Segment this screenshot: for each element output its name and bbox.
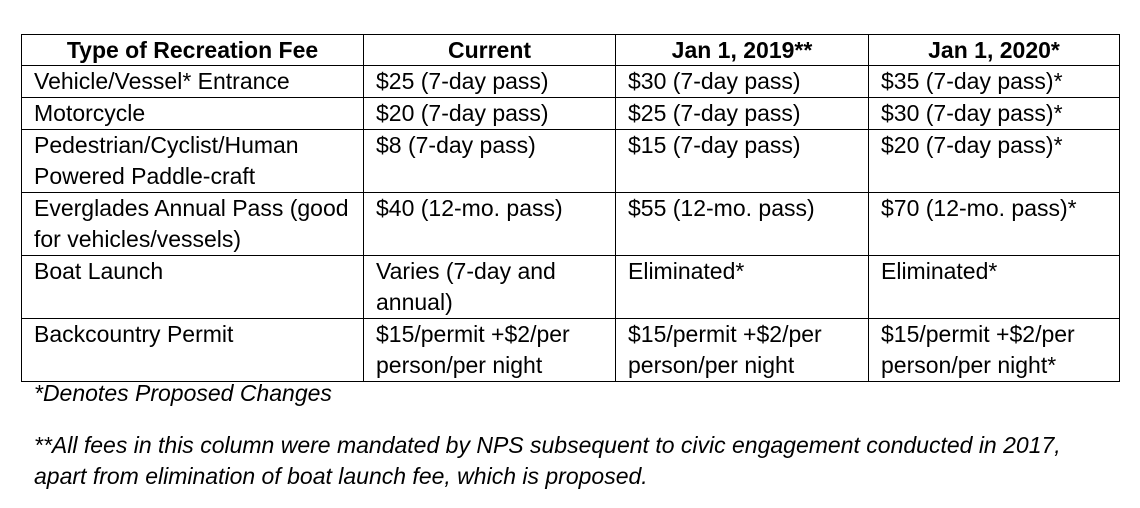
current-fee-cell: $25 (7-day pass) <box>364 66 616 98</box>
fee-2020-cell: $20 (7-day pass)* <box>869 130 1120 193</box>
fee-type-cell: Vehicle/Vessel* Entrance <box>22 66 364 98</box>
current-fee-cell: $40 (12-mo. pass) <box>364 193 616 256</box>
footnote-nps-mandated: **All fees in this column were mandated by NPS subsequent to civic engagement conducted in 2017, apart from elimination of boat launch fee, which is proposed. <box>34 432 1061 489</box>
fee-type-cell: Motorcycle <box>22 98 364 130</box>
table-row <box>22 98 1120 130</box>
fee-2019-cell: $15/permit +$2/per person/per night <box>616 319 869 382</box>
fee-2020-cell: $15/permit +$2/per person/per night* <box>869 319 1120 382</box>
table-row <box>22 193 1120 256</box>
fee-2019-cell: $25 (7-day pass) <box>616 98 869 130</box>
current-fee-cell: Varies (7-day and annual) <box>364 256 616 319</box>
fee-2020-cell: $30 (7-day pass)* <box>869 98 1120 130</box>
table-row <box>22 66 1120 98</box>
fee-2019-cell: $15 (7-day pass) <box>616 130 869 193</box>
column-header-2020: Jan 1, 2020* <box>869 35 1120 66</box>
fee-type-cell: Boat Launch <box>22 256 364 319</box>
table-row <box>22 130 1120 193</box>
recreation-fee-table <box>21 34 1120 382</box>
footnote-proposed-changes: *Denotes Proposed Changes <box>34 380 332 406</box>
fee-2020-cell: Eliminated* <box>869 256 1120 319</box>
fee-type-cell: Everglades Annual Pass (good for vehicles/vessels) <box>22 193 364 256</box>
fee-type-cell: Backcountry Permit <box>22 319 364 382</box>
table-row <box>22 256 1120 319</box>
fee-type-cell: Pedestrian/Cyclist/Human Powered Paddle-craft <box>22 130 364 193</box>
fee-2019-cell: $30 (7-day pass) <box>616 66 869 98</box>
current-fee-cell: $15/permit +$2/per person/per night <box>364 319 616 382</box>
column-header-current: Current <box>364 35 616 66</box>
column-header-fee-type: Type of Recreation Fee <box>22 35 364 66</box>
column-header-2019: Jan 1, 2019** <box>616 35 869 66</box>
table-row <box>22 319 1120 382</box>
current-fee-cell: $20 (7-day pass) <box>364 98 616 130</box>
current-fee-cell: $8 (7-day pass) <box>364 130 616 193</box>
fee-2020-cell: $70 (12-mo. pass)* <box>869 193 1120 256</box>
table-header-row <box>22 35 1120 66</box>
fee-2019-cell: $55 (12-mo. pass) <box>616 193 869 256</box>
fee-2020-cell: $35 (7-day pass)* <box>869 66 1120 98</box>
fee-2019-cell: Eliminated* <box>616 256 869 319</box>
